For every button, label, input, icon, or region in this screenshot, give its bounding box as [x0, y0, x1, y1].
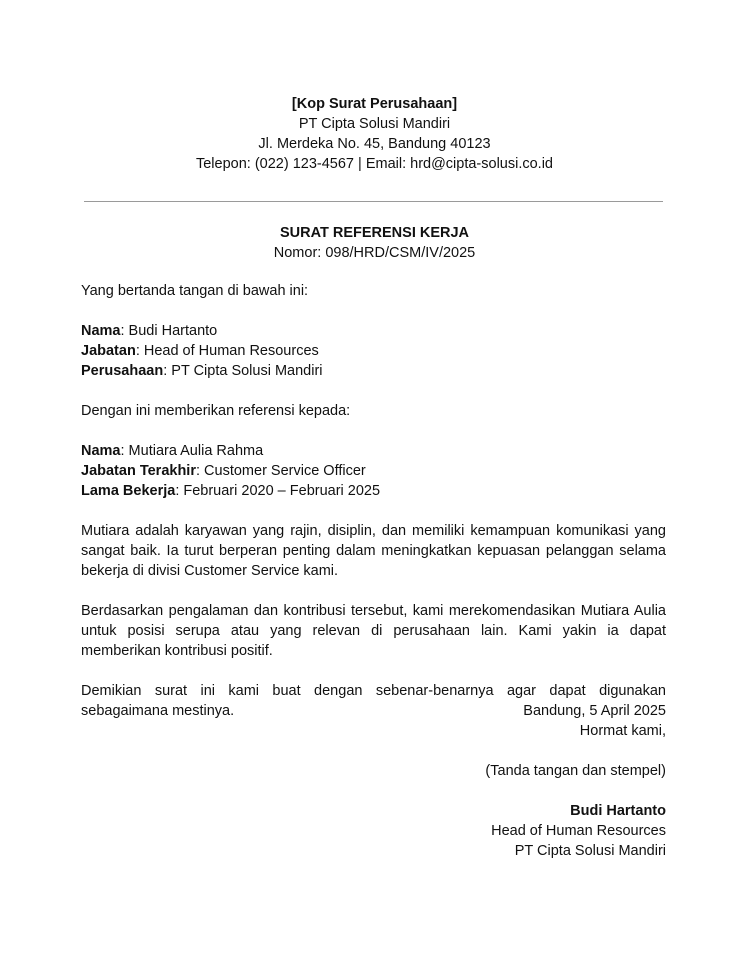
signer-company: PT Cipta Solusi Mandiri	[514, 843, 666, 859]
employee-tenure-label: Lama Bekerja	[81, 483, 176, 499]
employee-position-value: : Customer Service Officer	[195, 463, 366, 479]
signer-name-line	[81, 321, 666, 341]
place-date: Bandung, 5 April 2025	[523, 703, 666, 719]
reference-intro-text: Dengan ini memberikan referensi kepada:	[81, 403, 351, 419]
paragraph-closing: Demikian surat ini kami buat dengan sebenar-benarnya agar dapat digunakan sebagaimana mestinya.	[81, 683, 666, 719]
letter-body	[81, 281, 666, 721]
letter-number: Nomor: 098/HRD/CSM/IV/2025	[273, 245, 476, 261]
paragraph-recommendation: Mutiara adalah karyawan yang rajin, disiplin, dan memiliki kemampuan komunikasi yang sangat baik. Ia turut berperan penting dalam meningkatkan kepuasan pelanggan selama bekerja di divisi Customer Service kami.	[81, 523, 666, 579]
signer-position-line	[81, 341, 666, 361]
employee-tenure-value: : Februari 2020 – Februari 2025	[175, 483, 381, 499]
employee-name-label: Nama	[81, 443, 121, 459]
letterhead	[0, 94, 749, 174]
employee-position-line	[81, 461, 666, 481]
letterhead-company: PT Cipta Solusi Mandiri	[298, 116, 451, 132]
signer-name-value: : Budi Hartanto	[120, 323, 218, 339]
signer-position-value: : Head of Human Resources	[135, 343, 319, 359]
intro-text: Yang bertanda tangan di bawah ini:	[81, 283, 309, 299]
letterhead-divider	[84, 201, 663, 202]
signer-name-label: Nama	[81, 323, 121, 339]
letter-title: SURAT REFERENSI KERJA	[279, 225, 470, 241]
signer-position-label: Jabatan	[81, 343, 136, 359]
paragraph-endorsement: Berdasarkan pengalaman dan kontribusi tersebut, kami merekomendasikan Mutiara Aulia untuk posisi serupa atau yang relevan di perusahaan lain. Kami yakin ia dapat memberikan kontribusi positif.	[81, 603, 666, 659]
letterhead-address: Jl. Merdeka No. 45, Bandung 40123	[258, 136, 491, 152]
employee-position-label: Jabatan Terakhir	[81, 463, 196, 479]
signer-company-line	[81, 361, 666, 381]
regards-text: Hormat kami,	[579, 723, 666, 739]
letter-title-block	[0, 223, 749, 263]
signature-placeholder: (Tanda tangan dan stempel)	[485, 763, 666, 779]
signer-company-label: Perusahaan	[81, 363, 164, 379]
signature-block	[485, 701, 666, 861]
signer-position: Head of Human Resources	[491, 823, 666, 839]
letterhead-kop: [Kop Surat Perusahaan]	[291, 96, 458, 112]
signer-company-value: : PT Cipta Solusi Mandiri	[163, 363, 323, 379]
employee-name-line	[81, 441, 666, 461]
signer-name: Budi Hartanto	[570, 803, 666, 819]
letterhead-contact: Telepon: (022) 123-4567 | Email: hrd@cipta-solusi.co.id	[195, 156, 553, 172]
employee-tenure-line	[81, 481, 666, 501]
employee-name-value: : Mutiara Aulia Rahma	[120, 443, 264, 459]
